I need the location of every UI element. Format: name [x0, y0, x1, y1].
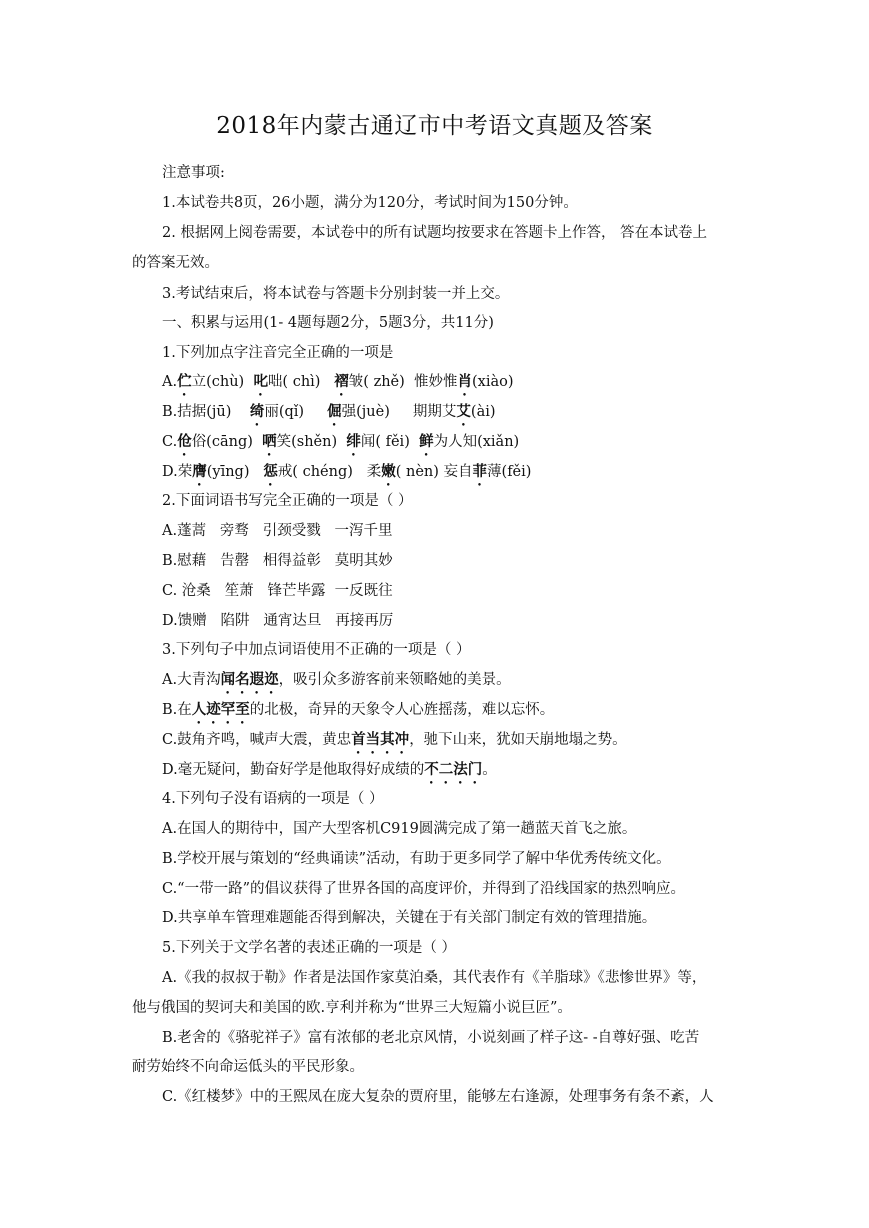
dotted-char: 绮 [249, 403, 265, 420]
option-a: A.蓬蒿 旁骛 引颈受戮 一泻千里 [162, 523, 393, 539]
question-stem: 2.下面词语书写完全正确的一项是（ ） [162, 493, 413, 509]
option-a: A.在国人的期待中，国产大型客机C919圆满完成了第一趟蓝天首飞之旅。 [162, 821, 637, 837]
option-b: B.老舍的《骆驼祥子》富有浓郁的老北京风情，小说刻画了样子这- -自尊好强、吃苦 [162, 1030, 700, 1046]
dotted-char: 绯 [346, 433, 361, 450]
option-a: A.大青沟闻名遐迩，吸引众多游客前来领略她的美景。 [162, 671, 511, 688]
option-b: B.慰藉 告罄 相得益彰 莫明其妙 [162, 553, 393, 569]
dotted-phrase: 人迹罕至 [191, 701, 250, 718]
dotted-char: 惩 [263, 463, 278, 480]
dotted-char: 菲 [472, 463, 488, 480]
dotted-char: 伧 [177, 433, 192, 450]
dotted-char: 肖 [457, 373, 472, 390]
option-c: C. 沧桑 笙萧 锋芒毕露 一反既往 [162, 583, 393, 599]
dotted-char: 艾 [456, 403, 471, 420]
dotted-char: 叱 [253, 373, 268, 390]
dotted-char: 膺 [192, 463, 207, 480]
notice-item: 3.考试结束后，将本试卷与答题卡分别封装一并上交。 [162, 286, 510, 302]
dotted-char: 褶 [334, 373, 349, 390]
notice-item: 2. 根据网上阅卷需要，本试卷中的所有试题均按要求在答题卡上作答， 答在本试卷上 [162, 225, 708, 241]
option-c: C.鼓角齐鸣，喊声大震，黄忠首当其冲，驰下山来，犹如天崩地塌之势。 [162, 731, 627, 748]
notice-item-continued: 的答案无效。 [132, 255, 219, 271]
dotted-char: 嫩 [381, 463, 396, 480]
option-a: A.《我的叔叔于勒》作者是法国作家莫泊桑，其代表作有《羊脂球》《悲惨世界》等， [162, 970, 707, 986]
dotted-char: 倔 [327, 403, 342, 420]
question-stem: 1.下列加点字注音完全正确的一项是 [162, 345, 394, 361]
option-d: D.馈赠 陷阱 通宵达旦 再接再厉 [162, 613, 394, 629]
notice-item: 1.本试卷共8页，26小题，满分为120分，考试时间为150分钟。 [162, 195, 578, 211]
option-a: A.伫立(chù) 叱咄( chì) 褶皱( zhě) 惟妙惟肖(xiào) [162, 373, 514, 390]
option-d: D.毫无疑问，勤奋好学是他取得好成绩的不二法门。 [162, 761, 497, 778]
page-title: 2018年内蒙古通辽市中考语文真题及答案 [216, 113, 653, 139]
dotted-char: 哂 [262, 433, 277, 450]
dotted-phrase: 首当其冲 [351, 731, 410, 748]
question-stem: 5.下列关于文学名著的表述正确的一项是（ ） [162, 940, 456, 956]
dotted-phrase: 闻名遐迩 [220, 671, 279, 688]
option-b: B.拮据(jū) 绮丽(qǐ) 倔强(juè) 期期艾艾(ài) [162, 403, 496, 420]
option-b: B.在人迹罕至的北极，奇异的天象令人心旌摇荡，难以忘怀。 [162, 701, 555, 718]
option-b: B.学校开展与策划的“经典诵读”活动，有助于更多同学了解中华优秀传统文化。 [162, 851, 671, 867]
option-c: C.伧俗(cāng) 哂笑(shěn) 绯闻( fěi) 鲜为人知(xiǎn) [162, 433, 520, 450]
option-b-continued: 耐劳始终不向命运低头的平民形象。 [132, 1059, 364, 1075]
option-c: C.“一带一路”的倡议获得了世界各国的高度评价，并得到了沿线国家的热烈响应。 [162, 881, 686, 897]
question-stem: 3.下列句子中加点词语使用不正确的一项是（ ） [162, 642, 471, 658]
option-d: D.荣膺(yīng) 惩戒( chéng) 柔嫩( nèn) 妄自菲薄(fěi) [162, 463, 532, 480]
dotted-char: 鲜 [419, 433, 434, 450]
notice-heading: 注意事项: [162, 165, 225, 181]
section-heading: 一、积累与运用(1- 4题每题2分，5题3分，共11分) [162, 315, 494, 331]
option-c: C.《红楼梦》中的王熙凤在庞大复杂的贾府里，能够左右逢源，处理事务有条不紊，人 [162, 1089, 714, 1105]
question-stem: 4.下列句子没有语病的一项是（ ） [162, 791, 384, 807]
dotted-char: 伫 [177, 373, 192, 390]
option-d: D.共享单车管理难题能否得到解决，关键在于有关部门制定有效的管理措施。 [162, 910, 657, 926]
option-a-continued: 他与俄国的契诃夫和美国的欧.亨利并称为“世界三大短篇小说巨匠”。 [132, 1000, 572, 1016]
dotted-phrase: 不二法门 [424, 761, 483, 778]
